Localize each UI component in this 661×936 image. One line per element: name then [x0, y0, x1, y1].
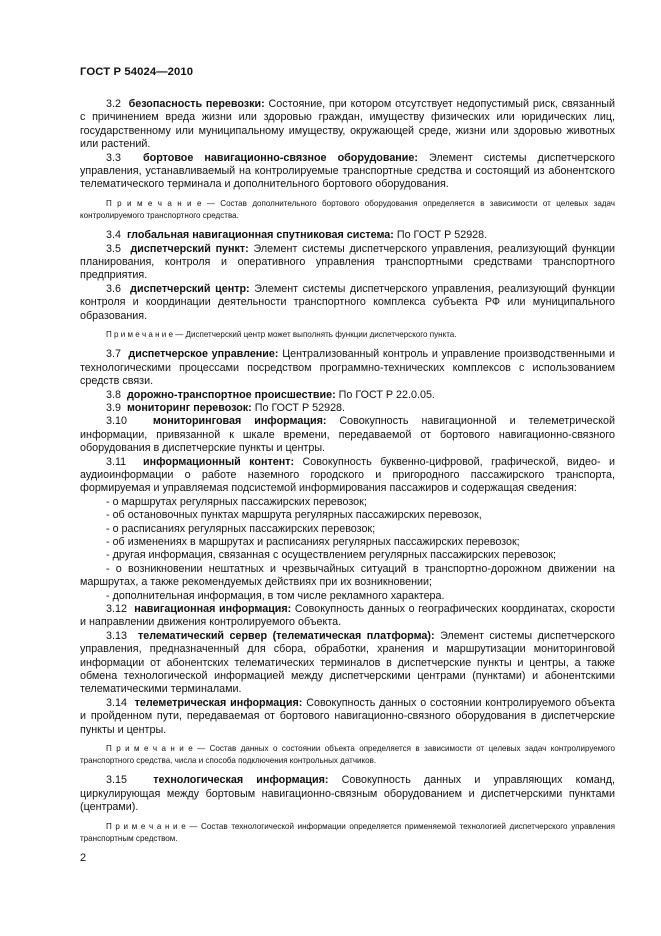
term: диспетчерский центр:: [130, 282, 250, 295]
definition-3-8: [80, 389, 615, 402]
definition-3-14: [80, 697, 615, 737]
clause-number: 3.9: [106, 401, 121, 414]
list-item: - другая информация, связанная с осуществлением регулярных пассажирских перевозок;: [106, 549, 557, 562]
term: диспетчерский пункт:: [130, 242, 249, 255]
definition-text: По ГОСТ Р 22.0.05.: [338, 388, 435, 401]
clause-number: 3.6: [106, 282, 121, 295]
term: телеметрическая информация:: [134, 696, 303, 709]
clause-number: 3.14: [106, 696, 127, 709]
note-1: П р и м е ч а н и е — Состав дополнительного бортового оборудования определяется в зависимости от целевых задач контролируемого транспортного средства.: [80, 198, 615, 221]
definition-text: Централизованный контроль и управление производственными и технологическими процессами посредством программно-технических комплексов с использованием средств связи.: [80, 348, 615, 388]
definition-3-3: [80, 152, 615, 192]
document-body: [80, 98, 615, 852]
definition-3-2: [80, 98, 615, 152]
definition-3-7: [80, 348, 615, 388]
definition-text: Элемент системы диспетчерского управления, предназначенный для сбора, обработки, хранения и маршрутизации мониторинговой информации от абонентских телематических терминалов в диспетчерские пункты и центры, а также обмена технологической информацией между диспетчерскими центрами (пунктами) и абонентскими телематическими терминалами.: [80, 629, 615, 696]
note-2: П р и м е ч а н и е — Диспетчерский центр может выполнять функции диспетчерского пункта.: [106, 330, 457, 340]
term: диспетчерское управление:: [128, 348, 279, 361]
term: технологическая информация:: [153, 774, 329, 787]
definition-text: По ГОСТ Р 52928.: [254, 401, 346, 414]
term: глобальная навигационная спутниковая система:: [126, 229, 394, 242]
clause-number: 3.12: [106, 603, 127, 616]
note-label: П р и м е ч а н и е: [106, 330, 173, 340]
note-text: Состав данных о состоянии объекта определяется в зависимости от целевых задач контролируемого транспортного средства, числа и способа подключения контрольных датчиков.: [80, 744, 615, 766]
list-item: - дополнительная информация, в том числе рекламного характера.: [106, 589, 445, 602]
definition-3-13: [80, 630, 615, 697]
definition-text: Совокупность данных о географических координатах, скорости и направлении движения контролируемого объекта.: [80, 603, 615, 629]
definition-text: Совокупность навигационной и телеметрической информации, привязанной к шкале времени, передаваемой от бортового навигационно-связного оборудования в диспетчерские пункты и центры.: [80, 415, 615, 455]
term: мониторинговая информация:: [152, 415, 327, 428]
clause-number: 3.5: [106, 242, 121, 255]
list-item: - о расписаниях регулярных пассажирских перевозок;: [106, 522, 376, 535]
note-text: Состав дополнительного бортового оборудования определяется в зависимости от целевых задач контролируемого транспортного средства.: [80, 198, 615, 221]
page-number: 2: [80, 852, 87, 864]
note-3: П р и м е ч а н и е — Состав данных о состоянии объекта определяется в зависимости от целевых задач контролируемого транспортного средства, числа и способа подключения контрольных датчиков.: [80, 744, 615, 766]
list-item: - о маршрутах регулярных пассажирских перевозок;: [106, 495, 367, 508]
clause-number: 3.8: [106, 388, 121, 401]
definition-3-11: [80, 456, 615, 496]
clause-number: 3.10: [106, 415, 127, 428]
definition-3-10: [80, 415, 615, 455]
list-item: - об остановочных пунктах маршрута регулярных пассажирских перевозок,: [106, 509, 482, 522]
term: дорожно-транспортное происшествие:: [126, 388, 336, 401]
definition-text: По ГОСТ Р 52928.: [396, 229, 488, 242]
note-label: П р и м е ч а н и е: [106, 198, 202, 208]
definition-text: Совокупность данных и управляющих команд, циркулирующая между бортовым навигационно-связным оборудованием и диспетчерскими пунктами (центрами).: [80, 774, 615, 814]
note-text: Состав технологической информации определяется применяемой технологией диспетчерского управления транспортным средством.: [80, 821, 615, 843]
definition-text: Элемент системы диспетчерского управления, устанавливаемый на контролируемые транспортные средства и состоящий из абонентского телематического терминала и дополнительного бортового оборудования.: [80, 151, 615, 191]
definition-text: Элемент системы диспетчерского управления, реализующий функции планирования, контроля и оперативного управления транспортными средствами транспортного предприятия.: [80, 242, 615, 282]
list-item: - об изменениях в маршрутах и расписаниях регулярных пассажирских перевозок;: [106, 535, 520, 548]
clause-number: 3.11: [106, 455, 127, 468]
clause-number: 3.2: [106, 98, 121, 110]
definition-3-6: [80, 283, 615, 323]
term: информационный контент:: [143, 455, 295, 468]
clause-number: 3.7: [106, 348, 121, 361]
definition-text: Совокупность буквенно-цифровой, графической, видео- и аудиоинформации о работе наземного городского и пригородного пассажирского транспорта, формируемая и управляемая подсистемой информирования пассажиров и содержащая сведения:: [80, 455, 615, 495]
term: мониторинг перевозок:: [126, 401, 252, 414]
clause-number: 3.4: [106, 229, 121, 242]
clause-number: 3.15: [106, 774, 127, 787]
clause-number: 3.3: [106, 151, 121, 164]
definition-3-5: [80, 243, 615, 283]
term: бортовое навигационно-связное оборудование:: [143, 151, 418, 164]
note-4: П р и м е ч а н и е — Состав технологической информации определяется применяемой технологией диспетчерского управления транспортным средством.: [80, 821, 615, 843]
definition-3-12: [80, 603, 615, 630]
term: навигационная информация:: [134, 603, 292, 616]
term: телематический сервер (телематическая платформа):: [137, 629, 435, 642]
definition-3-9: [80, 402, 615, 415]
clause-number: 3.13: [106, 629, 127, 642]
definition-text: Состояние, при котором отсутствует недопустимый риск, связанный с причинением вреда жизни или здоровью граждан, имуществу физических или юридических лиц, государственному или муниципальному имуществу, окружающей среде, жизни или здоровью животных или растений.: [80, 98, 616, 151]
definition-text: Совокупность данных о состоянии контролируемого объекта и пройденном пути, передаваемая от бортового навигационно-связного оборудования в диспетчерские пункты и центры.: [80, 696, 615, 736]
note-label: П р и м е ч а н и е: [106, 821, 186, 831]
note-text: Диспетчерский центр может выполнять функции диспетчерского пункта.: [185, 330, 457, 340]
definition-3-4: [80, 229, 615, 242]
term: безопасность перевозки:: [128, 98, 265, 110]
document-header: ГОСТ Р 54024—2010: [80, 66, 194, 78]
definition-text: Элемент системы диспетчерского управления, реализующий функции контроля и координации деятельности транспортного комплекса субъекта РФ или муниципального образования.: [80, 282, 615, 322]
list-item: - о возникновении нештатных и чрезвычайных ситуаций в транспортно-дорожном движении на маршрутах, а также рекомендуемых действиях при их возникновении;: [80, 562, 615, 589]
definition-3-15: [80, 774, 615, 814]
note-label: П р и м е ч а н и е: [106, 744, 193, 754]
